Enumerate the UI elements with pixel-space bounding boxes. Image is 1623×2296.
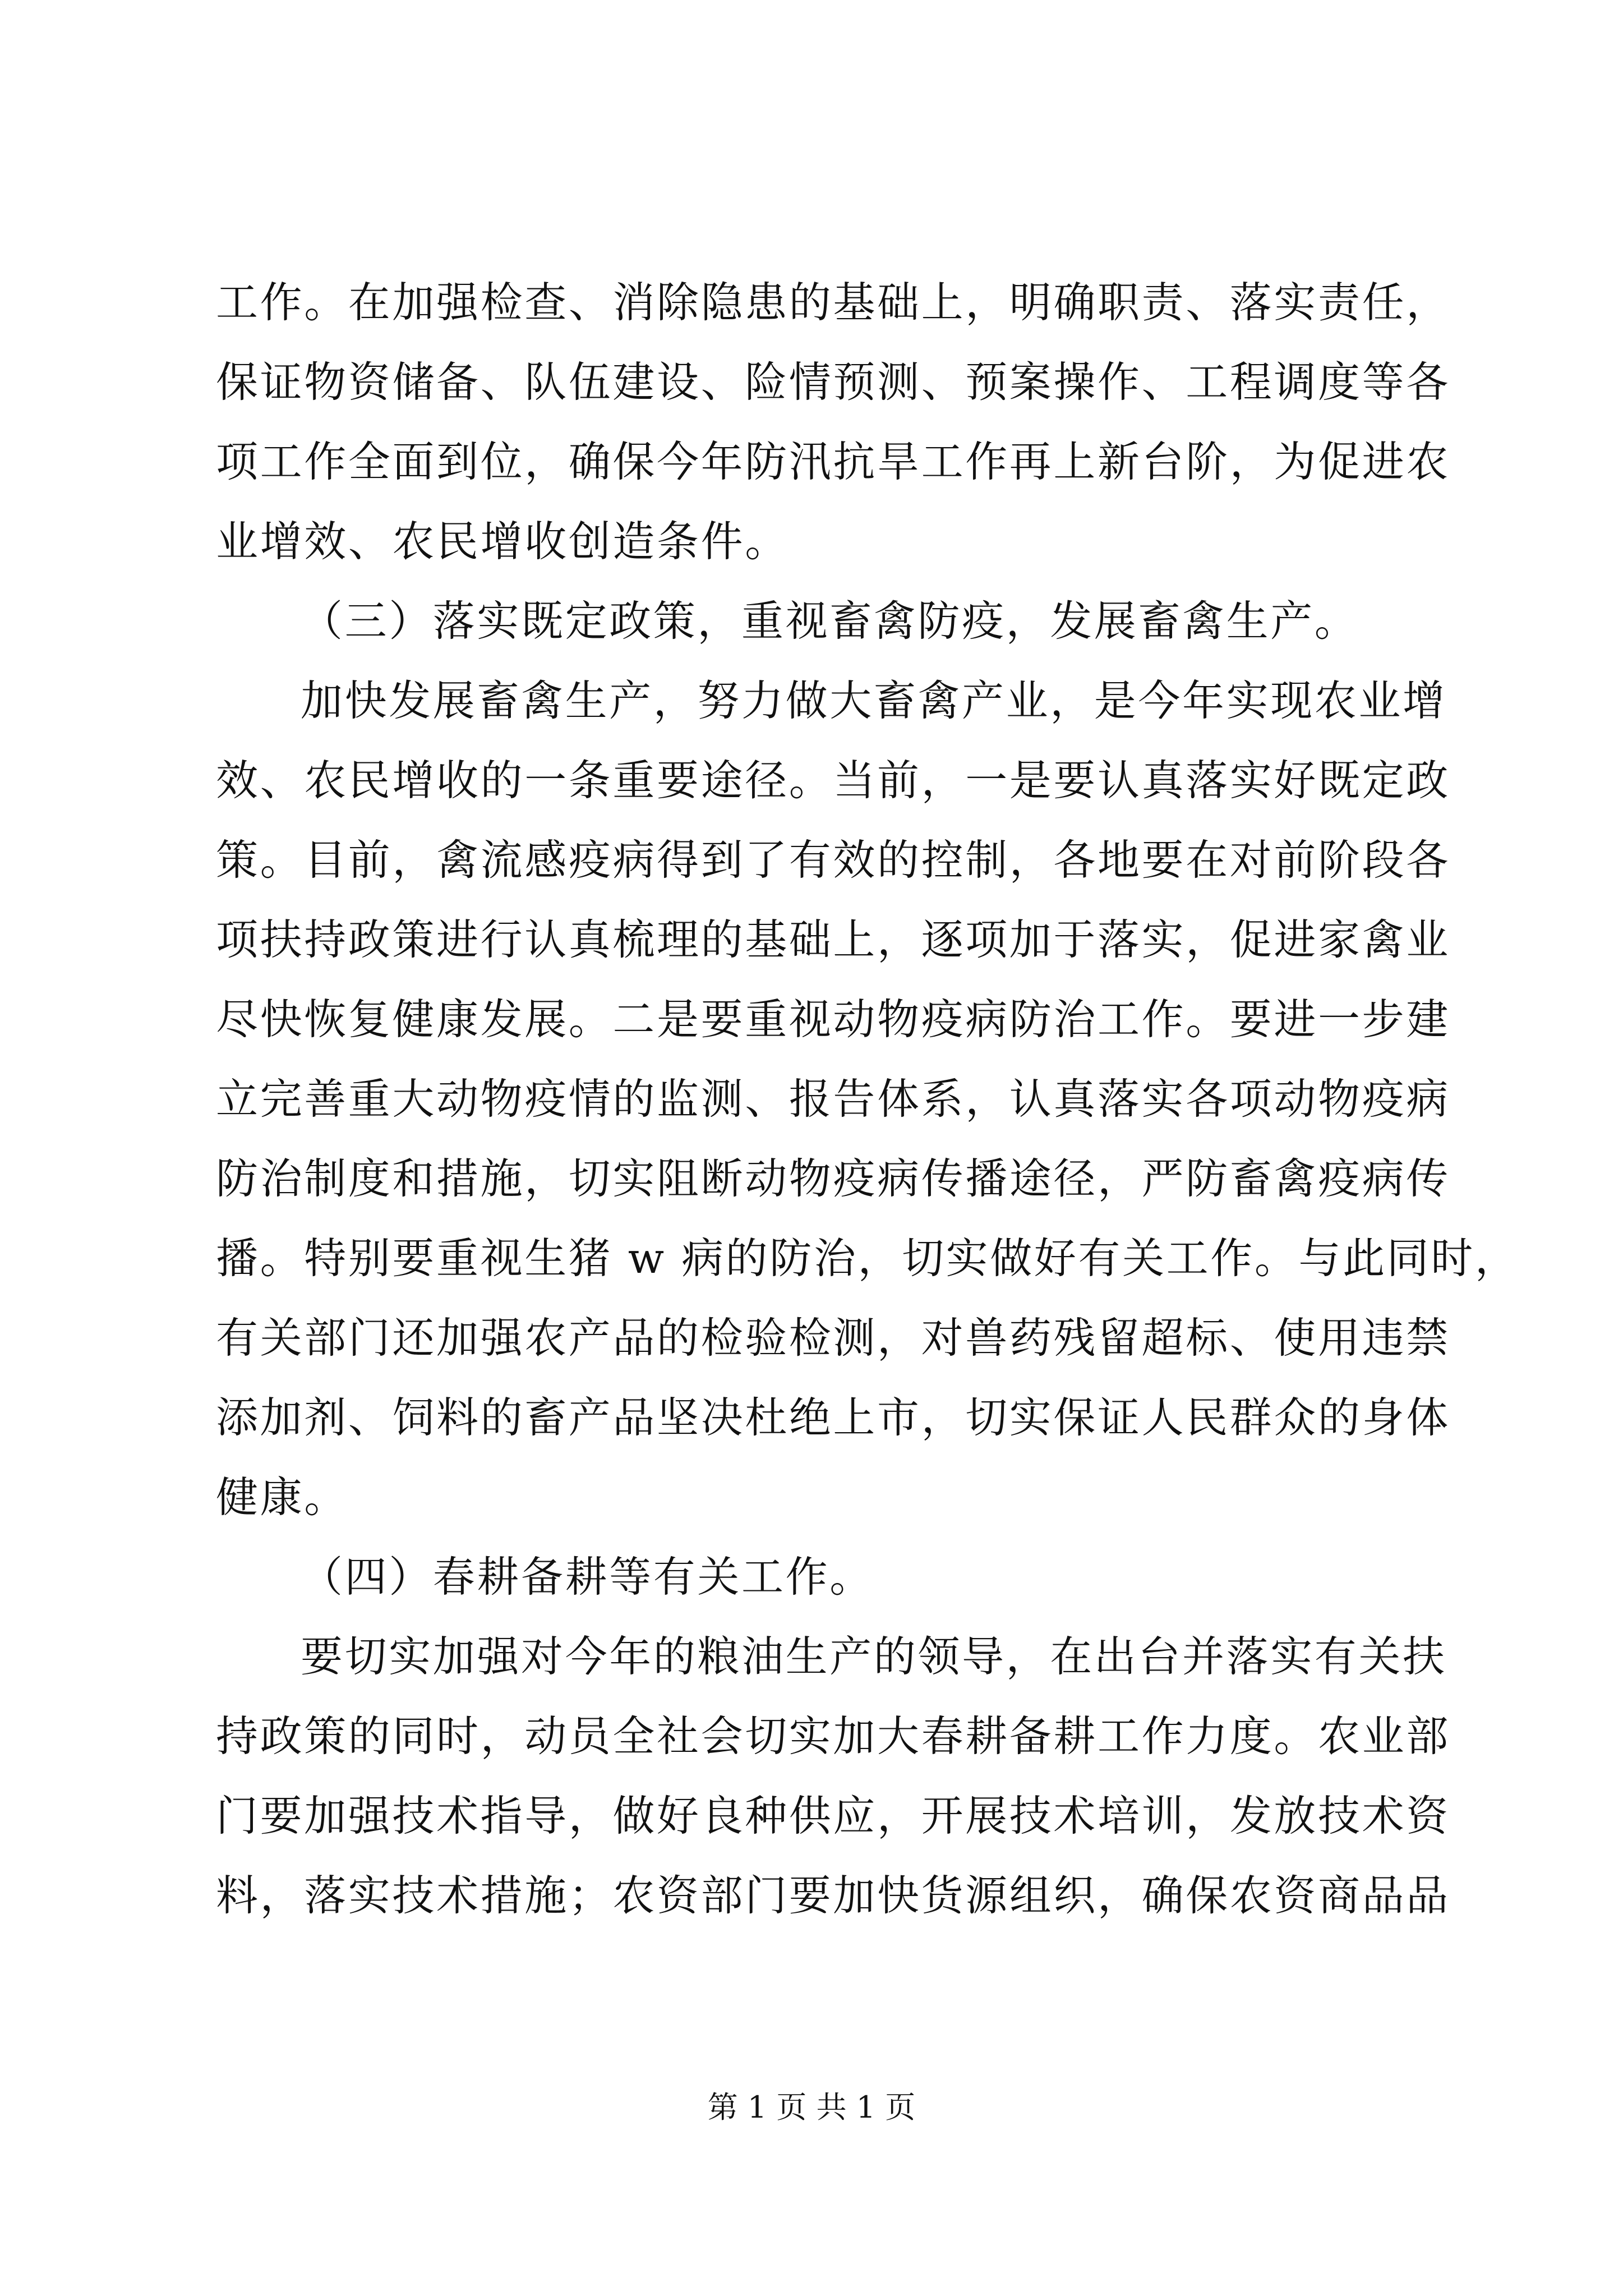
paragraph-line: 策。目前，禽流感疫病得到了有效的控制，各地要在对前阶段各: [216, 835, 1450, 885]
paragraph-line: 播。特别要重视生猪 w 病的防治，切实做好有关工作。与此同时，: [216, 1234, 1519, 1283]
paragraph-line: 项工作全面到位，确保今年防汛抗旱工作再上新台阶，为促进农: [216, 437, 1450, 486]
paragraph-line: 项扶持政策进行认真梳理的基础上，逐项加于落实，促进家禽业: [216, 915, 1450, 964]
paragraph-line: 保证物资储备、队伍建设、险情预测、预案操作、工程调度等各: [216, 357, 1450, 407]
paragraph-line: 健康。: [216, 1473, 348, 1522]
paragraph-line: 有关部门还加强农产品的检验检测，对兽药残留超标、使用违禁: [216, 1313, 1450, 1363]
paragraph-line: 添加剂、饲料的畜产品坚决杜绝上市，切实保证人民群众的身体: [216, 1393, 1450, 1442]
paragraph-line: 料，落实技术措施；农资部门要加快货源组织，确保农资商品品: [216, 1871, 1450, 1920]
section-heading: （三）落实既定政策，重视畜禽防疫，发展畜禽生产。: [301, 596, 1359, 646]
paragraph-line: 持政策的同时，动员全社会切实加大春耕备耕工作力度。农业部: [216, 1711, 1450, 1761]
paragraph-line: 门要加强技术指导，做好良种供应，开展技术培训，发放技术资: [216, 1791, 1450, 1841]
paragraph-line: 防治制度和措施，切实阻断动物疫病传播途径，严防畜禽疫病传: [216, 1154, 1450, 1203]
paragraph-line: 业增效、农民增收创造条件。: [216, 517, 789, 566]
paragraph-line: 工作。在加强检查、消除隐患的基础上，明确职责、落实责任，: [216, 278, 1450, 327]
paragraph-line: 效、农民增收的一条重要途径。当前，一是要认真落实好既定政: [216, 756, 1450, 805]
paragraph-line: 要切实加强对今年的粮油生产的领导，在出台并落实有关扶: [301, 1632, 1447, 1681]
paragraph-line: 尽快恢复健康发展。二是要重视动物疫病防治工作。要进一步建: [216, 995, 1450, 1044]
page-number-footer: 第 1 页 共 1 页: [707, 2090, 916, 2125]
document-body: [216, 263, 1519, 1935]
paragraph-line: 立完善重大动物疫情的监测、报告体系，认真落实各项动物疫病: [216, 1074, 1450, 1124]
section-heading: （四）春耕备耕等有关工作。: [301, 1552, 874, 1602]
paragraph-line: 加快发展畜禽生产，努力做大畜禽产业，是今年实现农业增: [301, 676, 1447, 725]
